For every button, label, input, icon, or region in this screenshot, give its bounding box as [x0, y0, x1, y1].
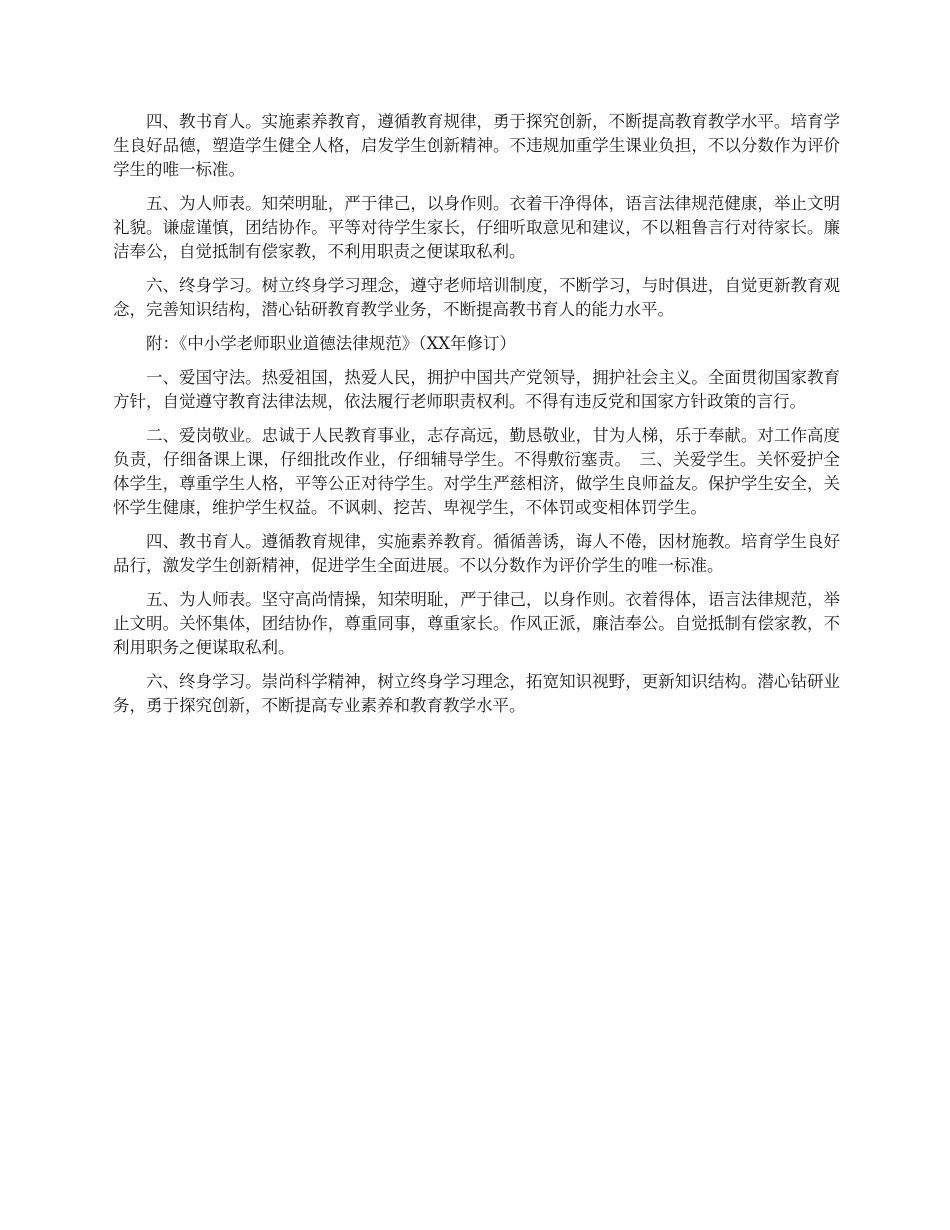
paragraph-role-model: 五、为人师表。知荣明耻，严于律己，以身作则。衣着干净得体，语言法律规范健康，举止文明礼貌。谦虚谨慎，团结协作。平等对待学生家长，仔细听取意见和建议，不以粗鲁言行对待家长。廉洁奉公，自觉抵制有偿家教，不利用职责之便谋取私利。: [113, 194, 840, 261]
paragraph-love-job-care-students: 二、爱岗敬业。忠诚于人民教育事业，志存高远，勤恳敬业，甘为人梯，乐于奉献。对工作高度负责，仔细备课上课，仔细批改作业，仔细辅导学生。不得敷衍塞责。 三、关爱学生。关怀爱护全体学生，尊重学生人格，平等公正对待学生。对学生严慈相济，做学生良师益友。保护学生安全，关怀学生健康，维护学生权益。不讽刺、挖苦、卑视学生，不体罚或变相体罚学生。: [113, 426, 840, 517]
paragraph-lifelong-learning-revised: 六、终身学习。崇尚科学精神，树立终身学习理念，拓宽知识视野，更新知识结构。潜心钻研业务，勇于探究创新，不断提高专业素养和教育教学水平。: [113, 672, 840, 715]
paragraph-lifelong-learning: 六、终身学习。树立终身学习理念，遵守老师培训制度，不断学习，与时俱进，自觉更新教育观念，完善知识结构，潜心钻研教育教学业务，不断提高教书育人的能力水平。: [113, 276, 840, 319]
paragraph-patriotic-lawful: 一、爱国守法。热爱祖国，热爱人民，拥护中国共产党领导，拥护社会主义。全面贯彻国家教育方针，自觉遵守教育法律法规，依法履行老师职责权利。不得有违反党和国家方针政策的言行。: [113, 368, 840, 411]
document-body: [113, 110, 840, 728]
paragraph-teach-educate-revised: 四、教书育人。遵循教育规律，实施素养教育。循循善诱，诲人不倦，因材施教。培育学生良好品行，激发学生创新精神，促进学生全面进展。不以分数作为评价学生的唯一标准。: [113, 532, 840, 575]
paragraph-role-model-revised: 五、为人师表。坚守高尚情操，知荣明耻，严于律己，以身作则。衣着得体，语言法律规范，举止文明。关怀集体，团结协作，尊重同事，尊重家长。作风正派，廉洁奉公。自觉抵制有偿家教，不利用职务之便谋取私利。: [113, 590, 840, 657]
paragraph-teach-educate: 四、教书育人。实施素养教育，遵循教育规律，勇于探究创新，不断提高教育教学水平。培育学生良好品德，塑造学生健全人格，启发学生创新精神。不违规加重学生课业负担，不以分数作为评价学生的唯一标准。: [113, 112, 840, 179]
appendix-heading: 附：《中小学老师职业道德法律规范》（XX年修订）: [146, 334, 516, 353]
